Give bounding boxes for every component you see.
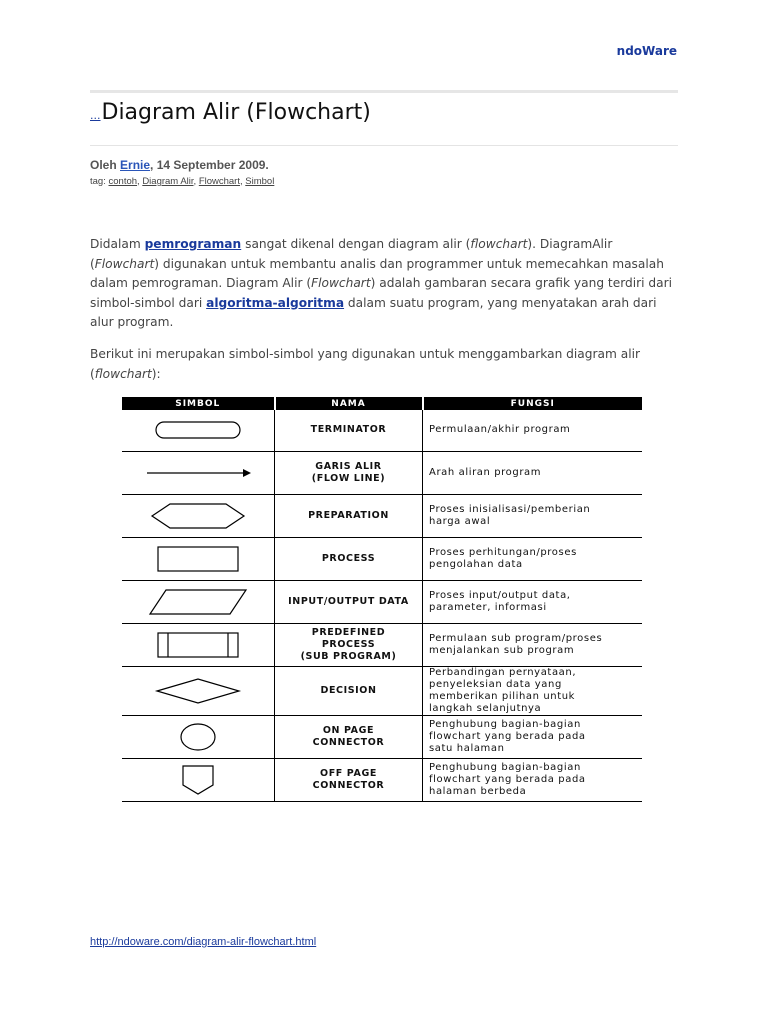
table-row	[122, 623, 642, 666]
function-cell: Permulaan/akhir program	[423, 410, 643, 451]
title-divider	[90, 145, 678, 146]
text: ):	[151, 366, 161, 381]
header-simbol: SIMBOL	[122, 397, 275, 410]
function-cell	[423, 666, 643, 715]
function-line: harga awal	[429, 515, 491, 527]
emphasis: flowchart	[470, 237, 528, 251]
symbol-cell	[122, 666, 275, 715]
symbol-cell	[122, 494, 275, 537]
text: ) digunakan untuk membantu analis dan programmer untuk memecahkan masalah dalam pemrograman. Diagram Alir (	[90, 256, 664, 290]
name-cell: DECISION	[275, 666, 423, 715]
text: ) adalah gambaran secara grafik yang terdiri dari simbol-simbol dari	[90, 276, 672, 310]
function-line: halaman berbeda	[429, 785, 527, 797]
preparation-symbol-icon	[148, 501, 248, 531]
input-output-symbol-icon	[146, 587, 250, 617]
header-fungsi: FUNGSI	[423, 397, 643, 410]
tag-list	[90, 176, 274, 187]
symbol-cell	[122, 410, 275, 451]
tag-separator: ,	[137, 176, 143, 187]
link-algoritma[interactable]: algoritma-algoritma	[206, 295, 345, 310]
tag-link[interactable]: Simbol	[245, 176, 275, 187]
function-line: memberikan pilihan untuk	[429, 690, 576, 702]
table-row	[122, 715, 642, 758]
function-line: Penghubung bagian-bagian	[429, 761, 581, 773]
text: sangat dikenal dengan diagram alir (	[241, 237, 471, 251]
function-line: Proses inisialisasi/pemberian	[429, 503, 591, 515]
name-cell	[275, 715, 423, 758]
name-cell: INPUT/OUTPUT DATA	[275, 580, 423, 623]
flowchart-symbol-table	[122, 397, 642, 802]
name-line: CONNECTOR	[312, 779, 385, 791]
table-header-row	[122, 397, 642, 410]
top-divider	[90, 90, 678, 93]
tag-separator: ,	[240, 176, 246, 187]
function-line: satu halaman	[429, 742, 505, 754]
function-cell	[423, 537, 643, 580]
tags-label: tag:	[90, 176, 109, 187]
table-row	[122, 494, 642, 537]
name-line: (FLOW LINE)	[311, 472, 386, 484]
function-line: parameter, informasi	[429, 601, 547, 613]
emphasis: flowchart	[94, 366, 152, 381]
tag-link[interactable]: Flowchart	[198, 176, 240, 187]
name-line: PREDEFINED	[311, 626, 386, 638]
function-line: Perbandingan pernyataan,	[429, 666, 577, 678]
name-cell	[275, 758, 423, 801]
symbol-cell	[122, 715, 275, 758]
predefined-process-symbol-icon	[155, 630, 241, 660]
function-line: Proses perhitungan/proses	[429, 546, 577, 558]
emphasis: Flowchart	[94, 256, 155, 271]
header-nama: NAMA	[275, 397, 423, 410]
table-intro-paragraph	[90, 345, 680, 384]
author-link[interactable]: Ernie	[120, 158, 151, 172]
name-line: GARIS ALIR	[315, 460, 382, 472]
function-line: flowchart yang berada pada	[429, 773, 586, 785]
on-page-connector-symbol-icon	[178, 721, 218, 753]
name-line: OFF PAGE	[320, 767, 377, 779]
name-line: (SUB PROGRAM)	[300, 650, 397, 662]
off-page-connector-symbol-icon	[178, 763, 218, 797]
name-cell	[275, 623, 423, 666]
function-line: pengolahan data	[429, 558, 523, 570]
title-text: Diagram Alir (Flowchart)	[101, 100, 371, 125]
byline-prefix: Oleh	[90, 158, 121, 172]
link-pemrograman[interactable]: pemrograman	[144, 237, 242, 251]
function-line: Permulaan sub program/proses	[429, 632, 603, 644]
name-line: CONNECTOR	[312, 736, 385, 748]
function-line: flowchart yang berada pada	[429, 730, 586, 742]
table-row	[122, 580, 642, 623]
decision-symbol-icon	[153, 676, 243, 706]
symbol-cell	[122, 758, 275, 801]
name-cell: PROCESS	[275, 537, 423, 580]
source-url-link[interactable]: http://ndoware.com/diagram-alir-flowchart.html	[90, 936, 317, 948]
table-row	[122, 537, 642, 580]
text: Didalam	[90, 237, 145, 251]
name-line: ON PAGE	[322, 724, 375, 736]
intro-paragraph	[90, 235, 680, 333]
function-cell	[423, 758, 643, 801]
function-line: menjalankan sub program	[429, 644, 575, 656]
post-date: , 14 September 2009.	[150, 158, 269, 172]
table-row	[122, 758, 642, 801]
tag-link[interactable]: Diagram Alir	[142, 176, 194, 187]
table-row	[122, 451, 642, 494]
symbol-cell	[122, 537, 275, 580]
function-cell	[423, 623, 643, 666]
emphasis: Flowchart	[311, 276, 371, 290]
title-permalink[interactable]: ...	[90, 109, 101, 122]
name-cell: TERMINATOR	[275, 410, 423, 451]
page-title	[90, 100, 371, 125]
function-line: langkah selanjutnya	[429, 702, 542, 714]
name-cell: PREPARATION	[275, 494, 423, 537]
function-cell	[423, 580, 643, 623]
function-cell: Arah aliran program	[423, 451, 643, 494]
function-cell	[423, 715, 643, 758]
text: dalam suatu program, yang menyatakan arah dari alur program.	[90, 295, 657, 329]
text: ). DiagramAlir (	[90, 237, 613, 271]
symbol-cell	[122, 580, 275, 623]
symbol-cell	[122, 623, 275, 666]
function-cell	[423, 494, 643, 537]
byline	[90, 158, 269, 172]
site-name[interactable]: ndoWare	[616, 44, 677, 58]
function-line: Penghubung bagian-bagian	[429, 718, 581, 730]
symbol-cell	[122, 451, 275, 494]
table-row	[122, 410, 642, 451]
name-cell	[275, 451, 423, 494]
tag-separator: ,	[193, 176, 199, 187]
tag-link[interactable]: contoh	[108, 176, 138, 187]
name-line: PROCESS	[321, 638, 376, 650]
function-line: penyeleksian data yang	[429, 678, 562, 690]
text: Berikut ini merupakan simbol-simbol yang digunakan untuk menggambarkan diagram alir (	[90, 347, 640, 381]
function-line: Proses input/output data,	[429, 589, 571, 601]
table-row	[122, 666, 642, 715]
terminator-symbol-icon	[153, 418, 243, 442]
flow-line-symbol-icon	[143, 466, 253, 480]
process-symbol-icon	[155, 544, 241, 574]
